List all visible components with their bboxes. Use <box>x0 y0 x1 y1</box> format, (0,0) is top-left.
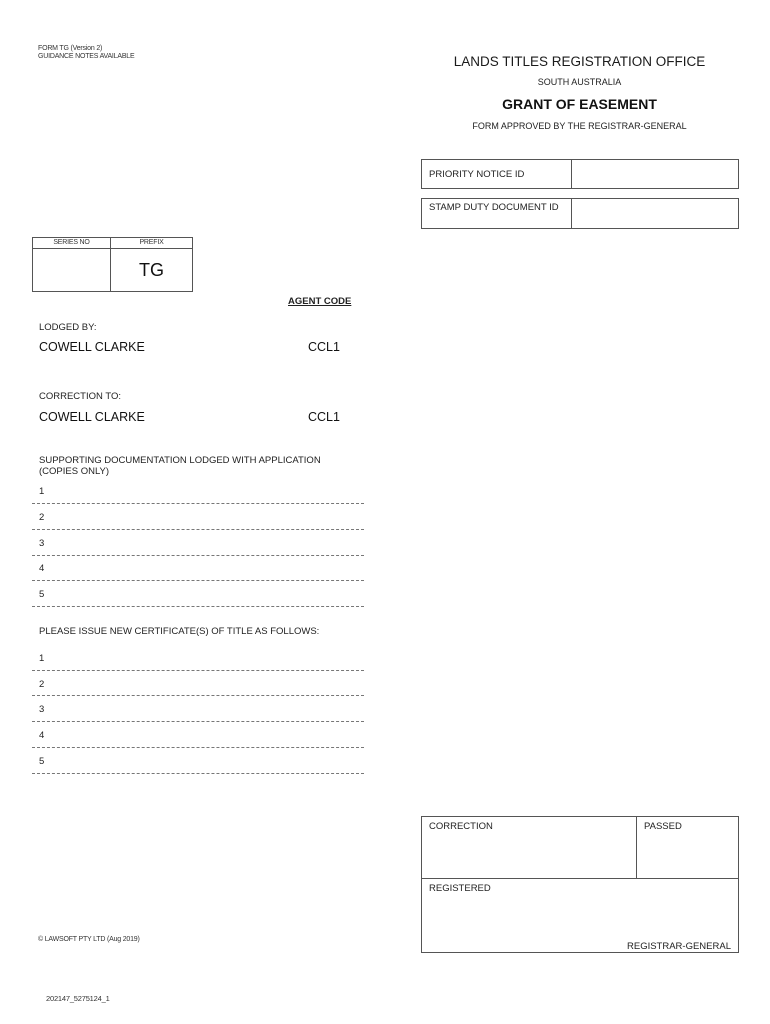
row-line <box>32 503 364 504</box>
office-name: LANDS TITLES REGISTRATION OFFICE <box>453 54 706 69</box>
correction-to-label: CORRECTION TO: <box>39 391 121 402</box>
row-line <box>32 695 364 696</box>
correction-to-name: COWELL CLARKE <box>39 410 145 424</box>
correction-label: CORRECTION <box>429 821 493 832</box>
correction-to-code: CCL1 <box>308 410 340 424</box>
supporting-docs-heading: SUPPORTING DOCUMENTATION LODGED WITH APPLICATION <box>39 455 321 466</box>
page-title: GRANT OF EASEMENT <box>502 96 657 112</box>
certificate-row-4[interactable]: 4 <box>39 730 45 741</box>
document-reference: 202147_5275124_1 <box>46 994 110 1003</box>
stamp-duty-field[interactable] <box>578 206 736 224</box>
state-name: SOUTH AUSTRALIA <box>537 77 622 87</box>
guidance-notes: GUIDANCE NOTES AVAILABLE <box>38 53 135 60</box>
certificate-row-5[interactable]: 5 <box>39 756 45 767</box>
divider <box>571 199 572 228</box>
row-line <box>32 555 364 556</box>
row-line <box>32 670 364 671</box>
passed-label: PASSED <box>644 821 682 832</box>
supporting-doc-row-5[interactable]: 5 <box>39 589 45 600</box>
priority-notice-label: PRIORITY NOTICE ID <box>429 169 525 180</box>
series-prefix-box <box>32 237 193 292</box>
supporting-doc-row-4[interactable]: 4 <box>39 563 45 574</box>
supporting-doc-row-3[interactable]: 3 <box>39 538 45 549</box>
certificate-row-1[interactable]: 1 <box>39 653 45 664</box>
row-divider <box>422 878 738 879</box>
row-line <box>32 721 364 722</box>
certificate-row-3[interactable]: 3 <box>39 704 45 715</box>
new-certificates-heading: PLEASE ISSUE NEW CERTIFICATE(S) OF TITLE AS FOLLOWS: <box>39 626 320 637</box>
priority-notice-field[interactable] <box>578 167 736 185</box>
row-line <box>32 580 364 581</box>
registrar-general-label: REGISTRAR-GENERAL <box>627 941 731 952</box>
row-line <box>32 529 364 530</box>
prefix-value: TG <box>139 260 164 280</box>
approval-note: FORM APPROVED BY THE REGISTRAR-GENERAL <box>472 121 687 131</box>
row-line <box>32 606 364 607</box>
form-id: FORM TG (Version 2) <box>38 45 103 52</box>
row-line <box>32 773 364 774</box>
column-divider <box>636 817 637 878</box>
stamp-duty-box <box>421 198 739 229</box>
supporting-doc-row-2[interactable]: 2 <box>39 512 45 523</box>
certificate-row-2[interactable]: 2 <box>39 679 45 690</box>
office-use-box <box>421 816 739 953</box>
header-divider <box>33 248 192 249</box>
stamp-duty-label: STAMP DUTY DOCUMENT ID <box>429 202 559 213</box>
agent-code-heading: AGENT CODE <box>288 296 352 307</box>
priority-notice-box <box>421 159 739 189</box>
copyright-notice: © LAWSOFT PTY LTD (Aug 2019) <box>38 936 140 943</box>
divider <box>571 160 572 188</box>
lodged-by-code: CCL1 <box>308 340 340 354</box>
prefix-label: PREFIX <box>139 239 164 246</box>
supporting-doc-row-1[interactable]: 1 <box>39 486 45 497</box>
series-no-label: SERIES NO <box>53 239 90 246</box>
lodged-by-name: COWELL CLARKE <box>39 340 145 354</box>
registered-label: REGISTERED <box>429 883 491 894</box>
supporting-docs-subheading: (COPIES ONLY) <box>39 466 110 477</box>
row-line <box>32 747 364 748</box>
lodged-by-label: LODGED BY: <box>39 322 97 333</box>
